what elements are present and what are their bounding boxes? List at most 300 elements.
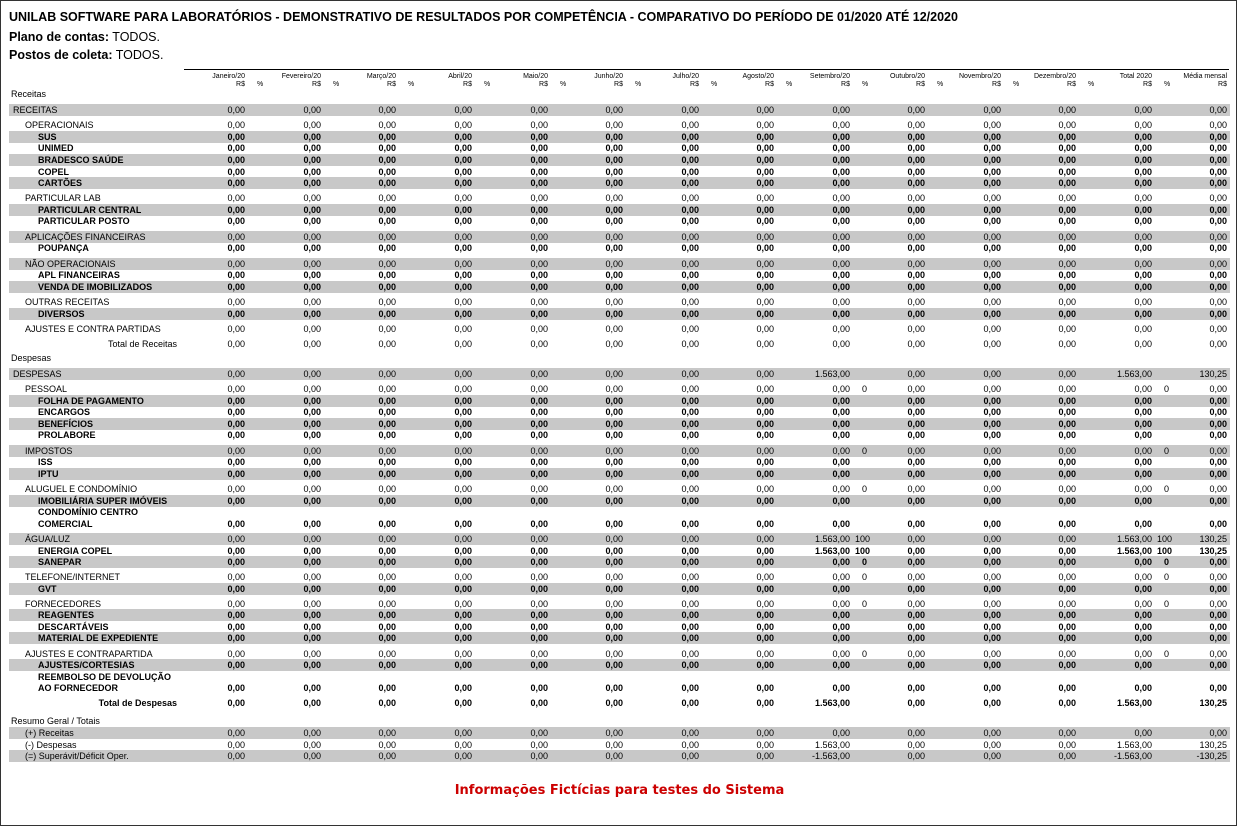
cell-value: 0,00 [681, 740, 699, 750]
cell-value: 0,00 [530, 369, 548, 379]
cell-value: 0,00 [681, 419, 699, 429]
cell-value: 0,00 [530, 243, 548, 253]
cell-value: 0,00 [530, 120, 548, 130]
cell-value: 0,00 [1058, 496, 1076, 506]
cell-value: 0,00 [454, 259, 472, 269]
cell-value: 0,00 [907, 384, 925, 394]
report-title: UNILAB SOFTWARE PARA LABORATÓRIOS - DEMONSTRATIVO DE RESULTADOS POR COMPETÊNCIA - COMPARATIVO DO PERÍODO DE 01/2020 ATÉ 12/2020 [9, 10, 958, 24]
cell-value: 0,00 [907, 143, 925, 153]
cell-value: 0,00 [454, 633, 472, 643]
cell-value: 0,00 [530, 297, 548, 307]
cell-value: 0,00 [1209, 396, 1227, 406]
cell-value: 1.563,00 [814, 740, 850, 750]
cell-value: 0,00 [907, 232, 925, 242]
cell-value: 0,00 [907, 496, 925, 506]
section-receitas: Receitas [11, 89, 47, 99]
cell-value: 0,00 [1058, 120, 1076, 130]
cell-value: 0,00 [832, 105, 850, 115]
cell-value: 0,00 [378, 178, 396, 188]
cell-value: 0,00 [907, 105, 925, 115]
cell-value: 0,00 [1209, 297, 1227, 307]
cell-value: 0,00 [378, 243, 396, 253]
cell-value: 0,00 [681, 205, 699, 215]
cell-value: 0,00 [303, 419, 321, 429]
cell-value: 0,00 [832, 339, 850, 349]
cell-value: 0,00 [227, 457, 245, 467]
cell-value: 0,00 [907, 430, 925, 440]
cell-value: 0,00 [227, 193, 245, 203]
cell-value: 0,00 [530, 105, 548, 115]
cell-value: 0,00 [1058, 324, 1076, 334]
table-row [9, 483, 1230, 495]
cell-value: 0,00 [454, 519, 472, 529]
cell-value: 0,00 [227, 534, 245, 544]
cell-value: 0,00 [681, 120, 699, 130]
cell-value: 0,00 [983, 599, 1001, 609]
cell-value: 0,00 [907, 216, 925, 226]
cell-value: 0,00 [378, 205, 396, 215]
cell-value: 0,00 [605, 683, 623, 693]
row-label: REAGENTES [38, 610, 95, 620]
cell-value: 0,00 [454, 457, 472, 467]
row-label: PESSOAL [25, 384, 68, 394]
row-label: Total de Despesas [98, 698, 177, 708]
cell-value: 0,00 [378, 193, 396, 203]
cell-value: 0,00 [454, 120, 472, 130]
cell-value: 0,00 [227, 243, 245, 253]
cell-value: 0,00 [907, 178, 925, 188]
cell-value: 0,00 [907, 282, 925, 292]
cell-value: 0,00 [681, 496, 699, 506]
cell-value: 0,00 [605, 430, 623, 440]
cell-value: 0,00 [227, 155, 245, 165]
cell-value: 0,00 [454, 469, 472, 479]
cell-value: -130,25 [1196, 751, 1227, 761]
cell-value: 0,00 [605, 419, 623, 429]
cell-value: 0,00 [1209, 384, 1227, 394]
cell-value: 0,00 [983, 740, 1001, 750]
cell-value: 0,00 [605, 496, 623, 506]
cell-value: 0,00 [1134, 622, 1152, 632]
cell-value: 0,00 [605, 309, 623, 319]
cell-value: 0,00 [907, 339, 925, 349]
cell-value: 0,00 [530, 205, 548, 215]
cell-value: 0,00 [1058, 193, 1076, 203]
cell-value: 0,00 [378, 396, 396, 406]
cell-value: 0,00 [530, 396, 548, 406]
cell-value: 0,00 [907, 407, 925, 417]
cell-value: 0,00 [605, 728, 623, 738]
cell-value: 1.563,00 [1116, 698, 1152, 708]
cell-value: 0,00 [530, 132, 548, 142]
cell-value: 0,00 [454, 297, 472, 307]
row-label: APL FINANCEIRAS [38, 270, 120, 280]
cell-value: 0,00 [605, 534, 623, 544]
column-header-13: Total 2020 [1119, 73, 1152, 80]
cell-value: 0,00 [1134, 419, 1152, 429]
cell-value: 0,00 [983, 339, 1001, 349]
cell-value: 0,00 [681, 232, 699, 242]
cell-value: 0,00 [681, 167, 699, 177]
cell-value: 0,00 [1134, 457, 1152, 467]
table-row [9, 192, 1230, 204]
cell-value: 0,00 [907, 572, 925, 582]
cell-value: 0,00 [303, 396, 321, 406]
cell-value: 0,00 [303, 216, 321, 226]
cell-value: 0,00 [1058, 143, 1076, 153]
cell-value: 0,00 [227, 519, 245, 529]
cell-value: 0,00 [378, 633, 396, 643]
cell-value: 0,00 [756, 369, 774, 379]
cell-value: 0,00 [605, 120, 623, 130]
cell-value: 0,00 [1209, 324, 1227, 334]
cell-value: 0,00 [227, 419, 245, 429]
cell-value: 0,00 [907, 599, 925, 609]
cell-value: 0,00 [530, 446, 548, 456]
cell-value: 0,00 [832, 660, 850, 670]
cell-value: 0,00 [1058, 728, 1076, 738]
cell-value: 0,00 [832, 193, 850, 203]
cell-value: 0,00 [907, 167, 925, 177]
cell-value: 0,00 [1058, 457, 1076, 467]
cell-value: 0,00 [605, 232, 623, 242]
cell-value: 0,00 [454, 698, 472, 708]
cell-percent: 0 [862, 649, 868, 659]
currency-label: R$ [387, 81, 396, 88]
cell-value: 1.563,00 [1116, 369, 1152, 379]
cell-value: 0,00 [1209, 193, 1227, 203]
cell-value: 0,00 [1058, 484, 1076, 494]
cell-value: 0,00 [378, 143, 396, 153]
cell-value: 0,00 [983, 132, 1001, 142]
cell-value: 0,00 [756, 728, 774, 738]
cell-value: 0,00 [1209, 599, 1227, 609]
table-row [9, 727, 1230, 739]
cell-value: 0,00 [530, 419, 548, 429]
row-label: NÃO OPERACIONAIS [25, 259, 116, 269]
cell-value: 0,00 [983, 178, 1001, 188]
cell-value: 0,00 [378, 167, 396, 177]
percent-label: % [333, 81, 340, 88]
cell-value: 0,00 [756, 469, 774, 479]
cell-value: 0,00 [605, 167, 623, 177]
cell-value: 0,00 [1134, 324, 1152, 334]
cell-value: 0,00 [681, 584, 699, 594]
cell-value: 0,00 [530, 660, 548, 670]
table-row [9, 506, 1230, 518]
cell-value: 0,00 [530, 751, 548, 761]
cell-value: 0,00 [605, 660, 623, 670]
cell-value: 0,00 [1058, 384, 1076, 394]
table-row [9, 242, 1230, 254]
cell-value: 0,00 [605, 633, 623, 643]
cell-value: 0,00 [530, 232, 548, 242]
cell-value: 0,00 [832, 557, 850, 567]
cell-value: 0,00 [681, 698, 699, 708]
cell-value: 0,00 [983, 216, 1001, 226]
row-label: AJUSTES/CORTESIAS [38, 660, 135, 670]
cell-value: 0,00 [1209, 105, 1227, 115]
cell-value: 0,00 [907, 557, 925, 567]
cell-value: 0,00 [983, 633, 1001, 643]
currency-label: R$ [236, 81, 245, 88]
cell-percent: 0 [1164, 572, 1170, 582]
currency-label: R$ [690, 81, 699, 88]
table-row [9, 429, 1230, 441]
cell-value: 0,00 [983, 297, 1001, 307]
cell-value: 0,00 [454, 534, 472, 544]
cell-value: 0,00 [681, 178, 699, 188]
section-despesas: Despesas [11, 353, 52, 363]
cell-value: 0,00 [1209, 143, 1227, 153]
cell-value: 0,00 [1058, 546, 1076, 556]
cell-value: 0,00 [530, 633, 548, 643]
cell-percent: 100 [1157, 534, 1173, 544]
cell-value: 0,00 [983, 143, 1001, 153]
cell-value: 0,00 [983, 309, 1001, 319]
cell-value: 0,00 [832, 167, 850, 177]
cell-value: 0,00 [227, 446, 245, 456]
cell-value: 0,00 [983, 155, 1001, 165]
cell-value: 0,00 [227, 339, 245, 349]
cell-value: 0,00 [681, 193, 699, 203]
cell-value: 0,00 [756, 584, 774, 594]
cell-value: 0,00 [454, 384, 472, 394]
currency-label: R$ [992, 81, 1001, 88]
cell-value: 0,00 [983, 496, 1001, 506]
cell-value: 0,00 [832, 446, 850, 456]
row-label: AJUSTES E CONTRA PARTIDAS [25, 324, 161, 334]
cell-value: 0,00 [1209, 339, 1227, 349]
cell-value: -1.563,00 [811, 751, 850, 761]
cell-value: 130,25 [1199, 546, 1227, 556]
cell-value: 0,00 [530, 557, 548, 567]
cell-value: 0,00 [378, 751, 396, 761]
currency-label: R$ [1218, 81, 1227, 88]
cell-value: 0,00 [530, 324, 548, 334]
cell-value: 0,00 [227, 369, 245, 379]
cell-value: 0,00 [681, 610, 699, 620]
cell-value: 0,00 [454, 546, 472, 556]
cell-value: 0,00 [378, 309, 396, 319]
cell-value: 0,00 [530, 484, 548, 494]
cell-value: 0,00 [681, 519, 699, 529]
cell-value: 0,00 [1209, 270, 1227, 280]
row-label: (=) Superávit/Déficit Oper. [25, 751, 129, 761]
cell-value: 0,00 [832, 216, 850, 226]
cell-value: 0,00 [530, 309, 548, 319]
cell-value: 0,00 [1058, 683, 1076, 693]
footer-notice: Informações Fictícias para testes do Sistema [454, 783, 785, 798]
row-label: VENDA DE IMOBILIZADOS [38, 282, 153, 292]
cell-value: 130,25 [1199, 534, 1227, 544]
row-label: OUTRAS RECEITAS [25, 297, 110, 307]
cell-value: 0,00 [756, 740, 774, 750]
postos-label: Postos de coleta: [9, 48, 113, 62]
row-label: CARTÕES [38, 178, 83, 188]
postos-de-coleta [9, 48, 163, 62]
cell-value: 0,00 [756, 546, 774, 556]
cell-value: 0,00 [605, 557, 623, 567]
currency-label: R$ [916, 81, 925, 88]
column-header-1: Janeiro/20 [212, 73, 245, 80]
percent-label: % [1164, 81, 1171, 88]
cell-value: 0,00 [454, 484, 472, 494]
cell-value: 0,00 [1134, 407, 1152, 417]
cell-value: 0,00 [1209, 167, 1227, 177]
cell-value: 0,00 [907, 132, 925, 142]
cell-value: 0,00 [907, 193, 925, 203]
cell-value: 0,00 [1209, 484, 1227, 494]
cell-value: 0,00 [378, 407, 396, 417]
cell-percent: 0 [1164, 384, 1170, 394]
row-label: IMOBILIÁRIA SUPER IMÓVEIS [38, 496, 168, 506]
plano-de-contas [9, 30, 160, 44]
cell-value: 0,00 [454, 324, 472, 334]
table-row [9, 119, 1230, 131]
cell-value: 0,00 [1058, 519, 1076, 529]
cell-percent: 0 [1164, 446, 1170, 456]
percent-label: % [560, 81, 567, 88]
cell-value: 0,00 [227, 649, 245, 659]
cell-value: 0,00 [756, 297, 774, 307]
cell-value: 0,00 [756, 155, 774, 165]
cell-value: 0,00 [605, 282, 623, 292]
cell-value: 0,00 [681, 660, 699, 670]
cell-value: 0,00 [530, 143, 548, 153]
cell-value: 0,00 [303, 243, 321, 253]
cell-value: 0,00 [983, 193, 1001, 203]
cell-value: 0,00 [303, 546, 321, 556]
cell-value: 0,00 [756, 649, 774, 659]
row-label: BENEFÍCIOS [38, 419, 94, 429]
cell-value: 1.563,00 [814, 369, 850, 379]
cell-value: 0,00 [227, 105, 245, 115]
cell-value: 0,00 [681, 243, 699, 253]
table-row [9, 281, 1230, 293]
cell-value: 0,00 [756, 419, 774, 429]
cell-percent: 0 [862, 384, 868, 394]
row-label: DIVERSOS [38, 309, 85, 319]
cell-percent: 100 [1157, 546, 1173, 556]
cell-value: 0,00 [907, 534, 925, 544]
cell-value: 0,00 [1058, 167, 1076, 177]
cell-value: 0,00 [454, 216, 472, 226]
table-row [9, 682, 1230, 694]
cell-value: 0,00 [605, 751, 623, 761]
cell-value: 0,00 [983, 396, 1001, 406]
row-label: PROLABORE [38, 430, 96, 440]
cell-value: 0,00 [1209, 430, 1227, 440]
cell-value: 0,00 [303, 557, 321, 567]
cell-value: 0,00 [454, 143, 472, 153]
cell-value: 0,00 [1134, 496, 1152, 506]
cell-value: 0,00 [378, 546, 396, 556]
row-label: DESCARTÁVEIS [38, 622, 109, 632]
cell-value: 0,00 [378, 728, 396, 738]
cell-value: 0,00 [832, 243, 850, 253]
cell-value: 0,00 [907, 297, 925, 307]
cell-value: 1.563,00 [1116, 740, 1152, 750]
cell-value: 0,00 [530, 216, 548, 226]
cell-value: 0,00 [303, 649, 321, 659]
cell-value: 0,00 [832, 649, 850, 659]
cell-value: 0,00 [605, 599, 623, 609]
cell-value: 0,00 [303, 751, 321, 761]
cell-value: 0,00 [907, 683, 925, 693]
cell-value: 0,00 [378, 484, 396, 494]
cell-value: 0,00 [832, 622, 850, 632]
cell-value: 0,00 [378, 297, 396, 307]
cell-value: 0,00 [907, 396, 925, 406]
table-row [9, 142, 1230, 154]
cell-value: 0,00 [681, 557, 699, 567]
cell-value: 0,00 [378, 232, 396, 242]
cell-value: 0,00 [227, 178, 245, 188]
cell-value: 0,00 [1134, 167, 1152, 177]
cell-value: 0,00 [605, 155, 623, 165]
row-label: FOLHA DE PAGAMENTO [38, 396, 144, 406]
cell-value: 0,00 [378, 683, 396, 693]
cell-value: 0,00 [681, 484, 699, 494]
cell-value: 0,00 [378, 270, 396, 280]
cell-percent: 0 [862, 599, 868, 609]
cell-value: 0,00 [1058, 649, 1076, 659]
percent-label: % [1013, 81, 1020, 88]
cell-value: 0,00 [681, 633, 699, 643]
table-row [9, 368, 1230, 380]
cell-value: 0,00 [1209, 649, 1227, 659]
cell-value: 0,00 [378, 519, 396, 529]
cell-value: 0,00 [605, 484, 623, 494]
cell-percent: 0 [862, 572, 868, 582]
cell-value: 0,00 [227, 622, 245, 632]
cell-value: 0,00 [303, 484, 321, 494]
column-header-9: Setembro/20 [809, 73, 850, 80]
cell-percent: 0 [1164, 484, 1170, 494]
cell-value: 0,00 [1209, 243, 1227, 253]
cell-value: 0,00 [681, 751, 699, 761]
cell-value: 0,00 [530, 519, 548, 529]
cell-value: 0,00 [605, 178, 623, 188]
cell-value: 1.563,00 [1116, 546, 1152, 556]
cell-value: 0,00 [983, 622, 1001, 632]
plano-value: TODOS. [112, 30, 160, 44]
percent-label: % [937, 81, 944, 88]
cell-value: 0,00 [983, 519, 1001, 529]
cell-value: 0,00 [756, 430, 774, 440]
row-label: REEMBOLSO DE DEVOLUÇÃO [38, 672, 172, 682]
cell-value: 0,00 [1058, 282, 1076, 292]
cell-value: 0,00 [1209, 309, 1227, 319]
cell-value: 0,00 [227, 232, 245, 242]
cell-value: 0,00 [530, 683, 548, 693]
cell-value: 0,00 [1058, 259, 1076, 269]
cell-value: 0,00 [1134, 105, 1152, 115]
row-label: MATERIAL DE EXPEDIENTE [38, 633, 159, 643]
table-row [9, 383, 1230, 395]
currency-label: R$ [312, 81, 321, 88]
table-row [9, 338, 1230, 350]
cell-value: -1.563,00 [1113, 751, 1152, 761]
cell-value: 0,00 [681, 546, 699, 556]
cell-value: 0,00 [907, 484, 925, 494]
cell-value: 0,00 [1209, 205, 1227, 215]
cell-value: 0,00 [1134, 683, 1152, 693]
column-header-10: Outubro/20 [889, 73, 925, 80]
cell-percent: 0 [862, 557, 868, 567]
cell-value: 0,00 [907, 633, 925, 643]
